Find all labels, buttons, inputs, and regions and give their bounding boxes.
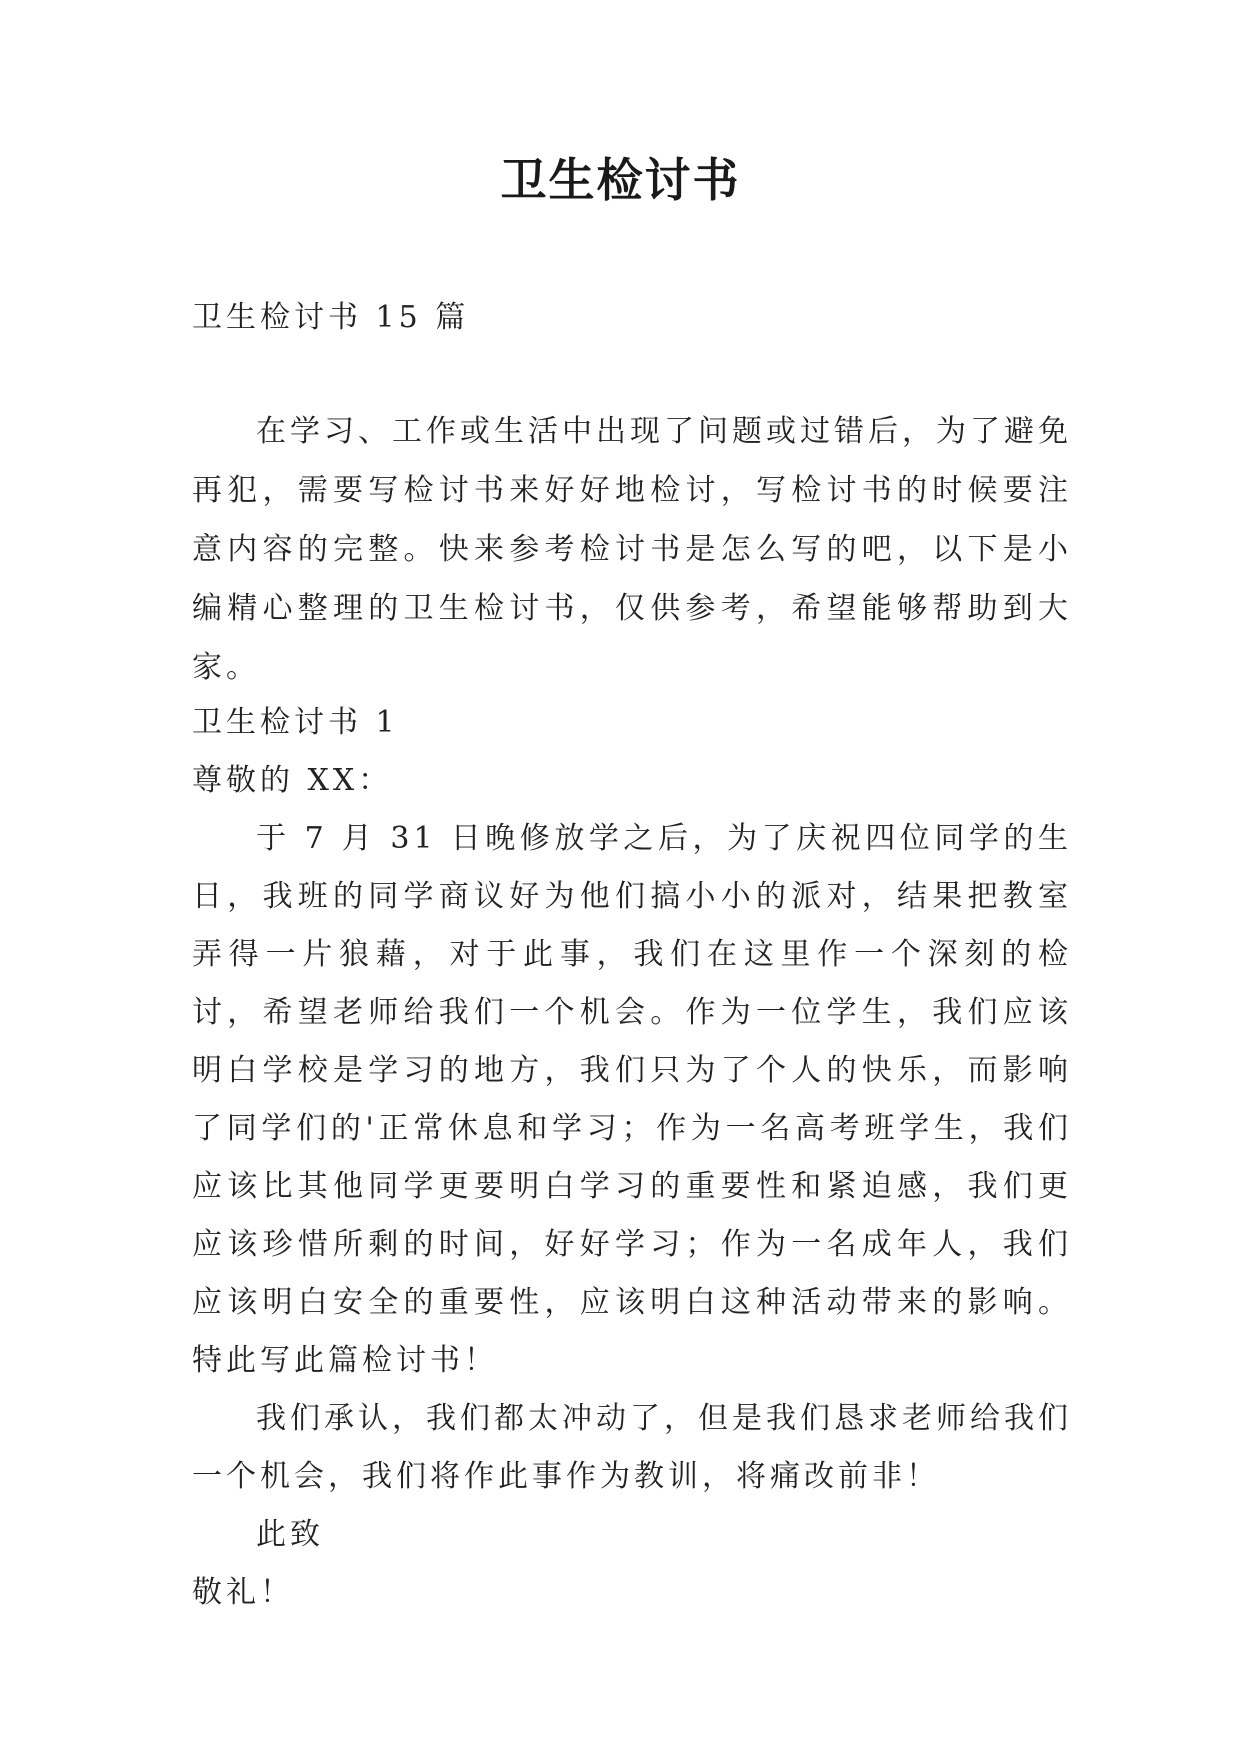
document-title: 卫生检讨书 — [500, 153, 741, 207]
intro-paragraph: 在学习、工作或生活中出现了问题或过错后，为了避免再犯，需要写检讨书来好好地检讨，写检讨书的时候要注意内容的完整。快来参考检讨书是怎么写的吧，以下是小编精心整理的卫生检讨书，仅供参考，希望能够帮助到大家。 — [192, 414, 1072, 685]
letter-heading: 卫生检讨书 1 — [192, 705, 399, 740]
letter-closing: 此致 — [256, 1517, 324, 1552]
letter-section — [192, 694, 1072, 1622]
letter-salutation: 尊敬的 XX： — [192, 763, 393, 798]
letter-paragraph-2: 我们承认，我们都太冲动了，但是我们恳求老师给我们一个机会，我们将作此事作为教训，将痛改前非！ — [192, 1401, 1072, 1494]
letter-regards: 敬礼！ — [192, 1575, 294, 1610]
document-subtitle: 卫生检讨书 15 篇 — [192, 300, 470, 335]
letter-paragraph-1: 于 7 月 31 日晚修放学之后，为了庆祝四位同学的生日，我班的同学商议好为他们搞小小的派对，结果把教室弄得一片狼藉，对于此事，我们在这里作一个深刻的检讨，希望老师给我们一个机会。作为一位学生，我们应该明白学校是学习的地方，我们只为了个人的快乐，而影响了同学们的'正常休息和学习；作为一名高考班学生，我们应该比其他同学更要明白学习的重要性和紧迫感，我们更应该珍惜所剩的时间，好好学习；作为一名成年人，我们应该明白安全的重要性，应该明白这种活动带来的影响。特此写此篇检讨书！ — [192, 821, 1072, 1378]
